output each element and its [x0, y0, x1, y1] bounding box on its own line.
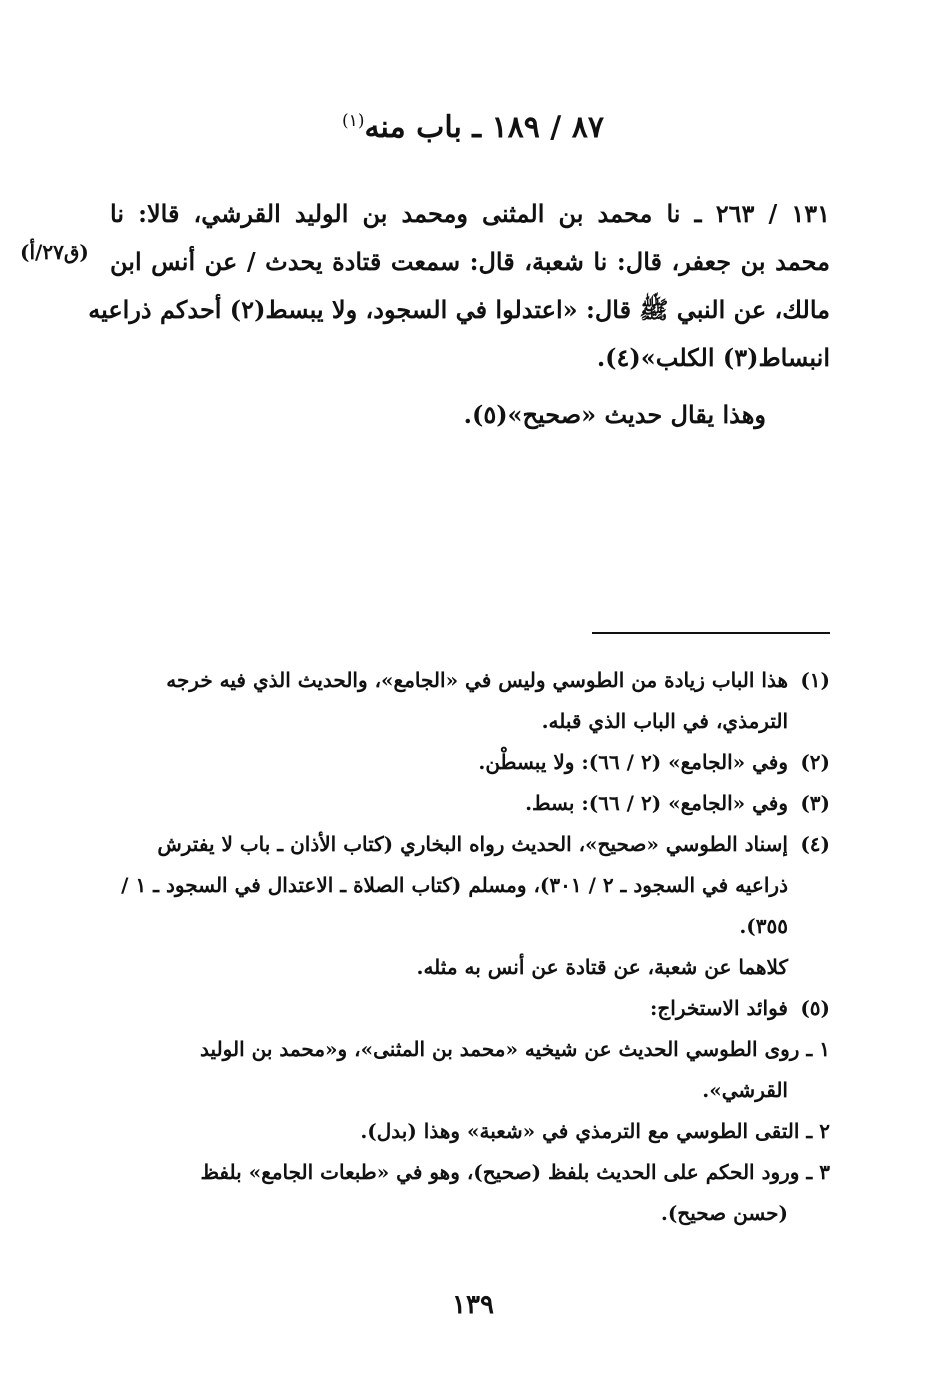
hadith-text — [88, 190, 830, 382]
footnote-text: وفي «الجامع» (٢ / ٦٦): ولا يبسطْن. — [478, 750, 788, 774]
footnote-text: الترمذي، في الباب الذي قبله. — [541, 709, 788, 733]
footnote-4-continuation — [110, 947, 830, 988]
footnote-4 — [110, 824, 830, 947]
footnote-separator — [592, 632, 830, 634]
hadith-line: انبساط(٣) الكلب»(٤). — [596, 343, 830, 372]
hadith-line: ١٣١ / ٢٦٣ ـ نا محمد بن المثنى ومحمد بن الوليد القرشي، قالا: نا — [110, 199, 830, 228]
footnote-5-point-3 — [110, 1152, 830, 1234]
hadith-line: مالك، عن النبي ﷺ قال: «اعتدلوا في السجود، ولا يبسط(٢) أحدكم ذراعيه — [88, 295, 830, 324]
footnote-text: ٣٥٥). — [739, 914, 788, 938]
footnote-text: ١ ـ روى الطوسي الحديث عن شيخيه «محمد بن المثنى»، و«محمد بن الوليد — [200, 1037, 830, 1061]
footnote-5-point-2 — [110, 1111, 830, 1152]
footnote-3 — [110, 783, 830, 824]
footnote-2 — [110, 742, 830, 783]
hadith-grade-note: وهذا يقال حديث «صحيح»(٥). — [463, 400, 766, 429]
footnote-number: (١) — [800, 668, 830, 692]
footnote-text: (حسن صحيح). — [660, 1201, 788, 1225]
page-number: ١٣٩ — [452, 1290, 494, 1320]
footnote-text: إسناد الطوسي «صحيح»، الحديث رواه البخاري (كتاب الأذان ـ باب لا يفترش — [157, 832, 788, 856]
footnote-text: ٢ ـ التقى الطوسي مع الترمذي في «شعبة» وهذا (بدل). — [360, 1119, 830, 1143]
footnote-text: كلاهما عن شعبة، عن قتادة عن أنس به مثله. — [416, 955, 788, 979]
footnote-text: هذا الباب زيادة من الطوسي وليس في «الجامع»، والحديث الذي فيه خرجه — [166, 668, 788, 692]
footnote-number: (٣) — [800, 791, 830, 815]
footnote-number: (٤) — [800, 832, 830, 856]
chapter-footnote-mark: (١) — [342, 111, 365, 131]
chapter-title — [0, 110, 946, 145]
hadith-line: محمد بن جعفر، قال: نا شعبة، قال: سمعت قتادة يحدث / عن أنس ابن — [110, 247, 830, 276]
footnote-5-point-1 — [110, 1029, 830, 1111]
chapter-title-text: ٨٧ / ١٨٩ ـ باب منه — [364, 110, 604, 145]
footnote-heading: فوائد الاستخراج: — [649, 996, 788, 1020]
footnote-text: وفي «الجامع» (٢ / ٦٦): بسط. — [525, 791, 788, 815]
manuscript-folio-marker: (ق٢٧/أ) — [20, 240, 89, 264]
footnote-text: ذراعيه في السجود ـ ٢ / ٣٠١)، ومسلم (كتاب الصلاة ـ الاعتدال في السجود ـ ١ / — [121, 873, 788, 897]
footnote-number: (٢) — [800, 750, 830, 774]
footnote-text: ٣ ـ ورود الحكم على الحديث بلفظ (صحيح)، وهو في «طبعات الجامع» بلفظ — [200, 1160, 830, 1184]
footnote-5 — [110, 988, 830, 1029]
footnote-1 — [110, 660, 830, 742]
footnotes — [110, 660, 830, 1234]
footnote-text: القرشي». — [702, 1078, 788, 1102]
footnote-number: (٥) — [800, 996, 830, 1020]
